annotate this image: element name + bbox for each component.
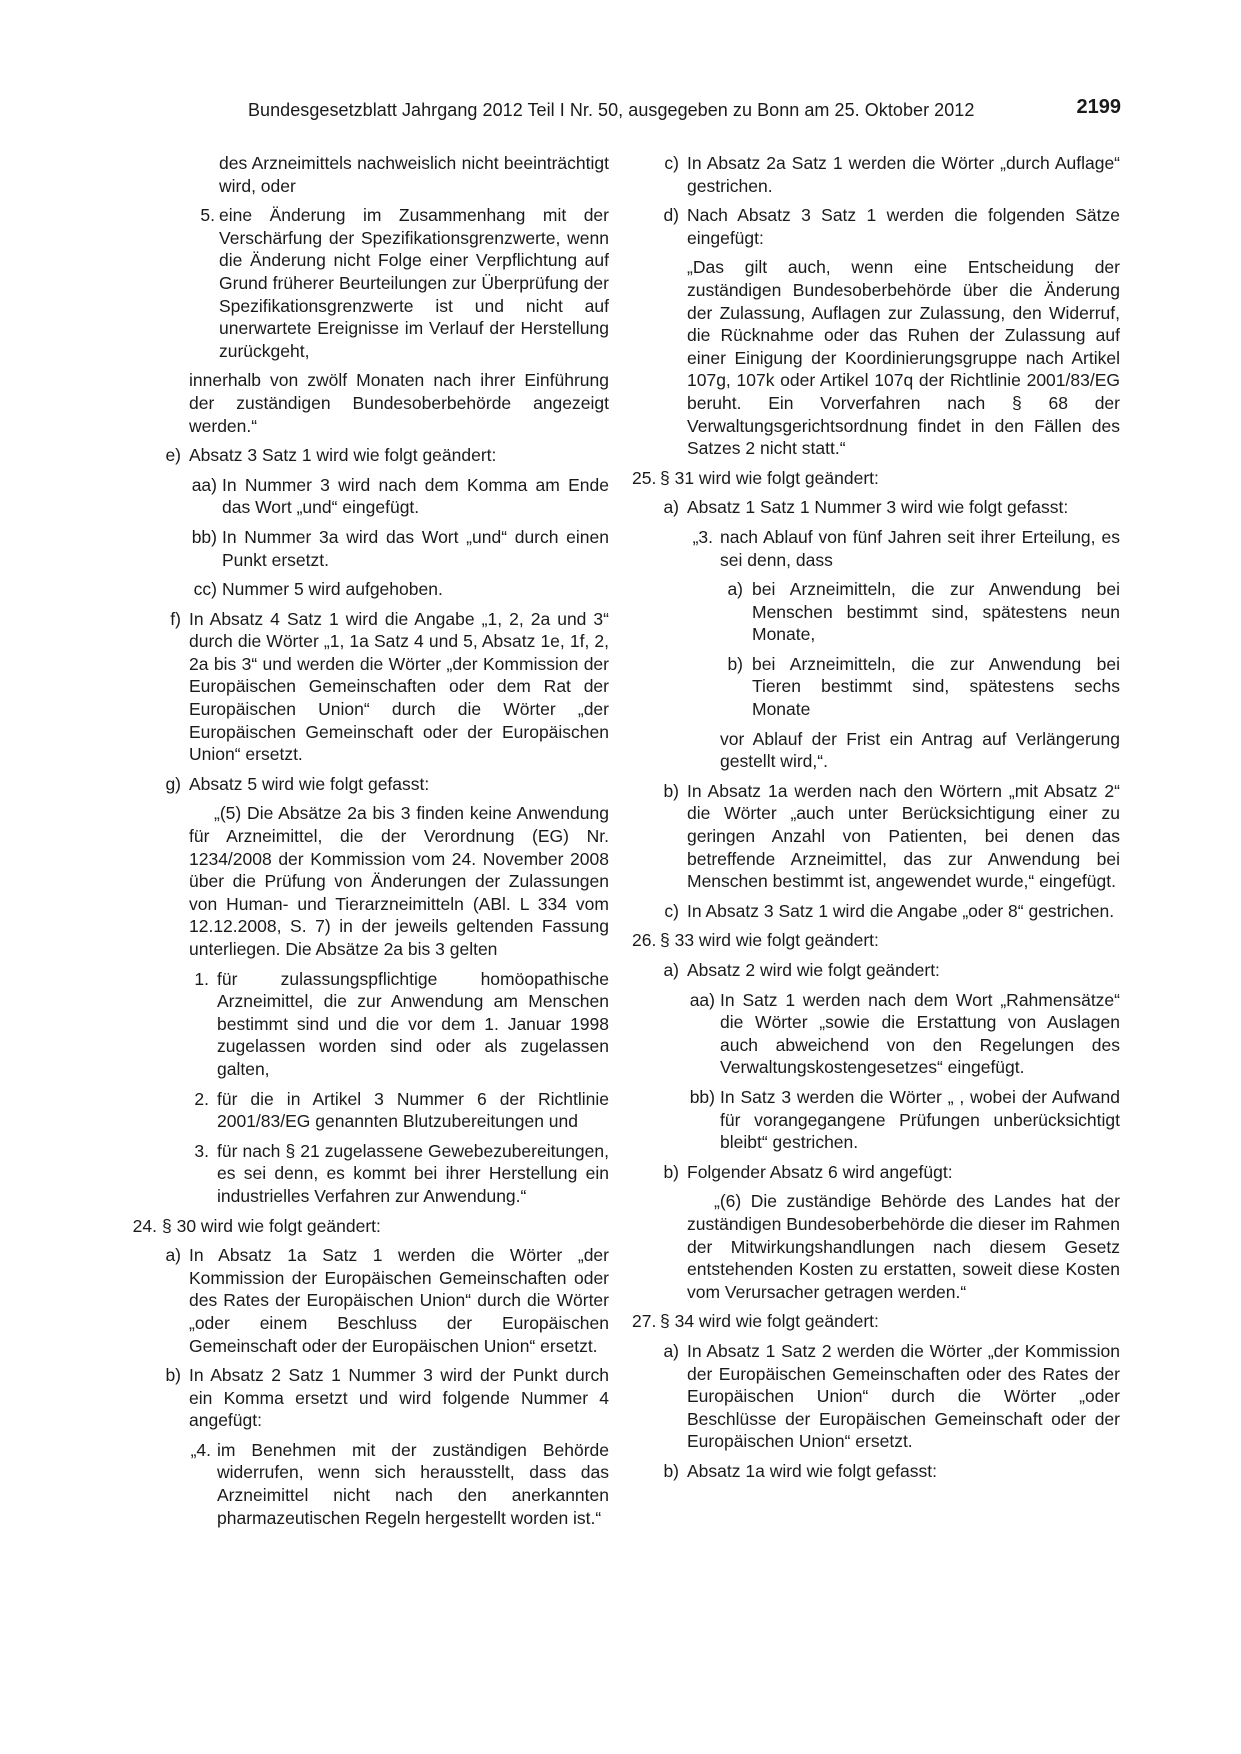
list-item bbox=[129, 608, 609, 766]
item-text: In Absatz 2a Satz 1 werden die Wörter „durch Auflage“ gestrichen. bbox=[687, 153, 1120, 196]
paragraph-text: vor Ablauf der Frist ein Antrag auf Verlängerung gestellt wird,“. bbox=[720, 728, 1120, 772]
list-item bbox=[129, 968, 609, 1081]
list-item bbox=[632, 1086, 1120, 1154]
item-text: In Absatz 4 Satz 1 wird die Angabe „1, 2, 2a und 3“ durch die Wörter „1, 1a Satz 4 und 5, Absatz 1e, 1f, 2, 2a bis 3“ und werden die Wörter „der Kommission der Europäischen Gemeinschaften oder dem Rat der Europäischen Union“ durch die Wörter „der Europäischen Gemeinschaft oder der Europäischen Union“ ersetzt. bbox=[189, 608, 609, 765]
paragraph-text: „Das gilt auch, wenn eine Entscheidung der zuständigen Bundesoberbehörde über die Änderung der Zulassung, Auflagen zur Zulassung, den Widerruf, die Rücknahme oder das Ruhen der Zulassung auf einer Einigung der Koordinierungsgruppe nach Artikel 107g, 107k oder Artikel 107q der Richtlinie 2001/83/EG beruht. Ein Vorverfahren nach § 68 der Verwaltungsgerichtsordnung findet in den Fällen des Satzes 2 nicht statt.“ bbox=[687, 257, 1120, 459]
item-label: a) bbox=[663, 960, 679, 980]
item-text: Absatz 3 Satz 1 wird wie folgt geändert: bbox=[189, 445, 497, 466]
list-item bbox=[129, 1140, 609, 1208]
item-label: c) bbox=[664, 900, 679, 921]
item-text: Nach Absatz 3 Satz 1 werden die folgenden Sätze eingefügt: bbox=[687, 205, 1120, 248]
item-text: bei Arzneimitteln, die zur Anwendung bei Tieren bestimmt sind, spätestens sechs Monate bbox=[752, 653, 1120, 720]
item-label: 26. bbox=[632, 930, 657, 951]
item-text: § 33 wird wie folgt geändert: bbox=[660, 930, 879, 951]
item-text: Absatz 5 wird wie folgt gefasst: bbox=[189, 773, 430, 794]
item-text: im Benehmen mit der zuständigen Behörde widerrufen, wenn sich herausstellt, dass das Arzneimittel nicht nach den anerkannten pharmazeutischen Regeln hergestellt worden ist.“ bbox=[217, 1439, 609, 1528]
item-label: cc) bbox=[193, 579, 217, 600]
item-label: aa) bbox=[191, 474, 217, 495]
item-label: 5. bbox=[200, 205, 215, 226]
item-label: 27. bbox=[632, 1311, 657, 1332]
paragraph bbox=[129, 369, 609, 437]
list-item bbox=[632, 653, 1120, 721]
item-label: „4. bbox=[190, 1439, 211, 1460]
list-item bbox=[129, 444, 609, 467]
quoted-paragraph bbox=[129, 802, 609, 960]
running-title: Bundesgesetzblatt Jahrgang 2012 Teil I Nr. 50, ausgegeben zu Bonn am 25. Oktober 2012 bbox=[248, 100, 975, 120]
list-item bbox=[632, 1460, 1120, 1483]
item-text: In Nummer 3 wird nach dem Komma am Ende das Wort „und“ eingefügt. bbox=[222, 474, 609, 518]
item-label: b) bbox=[663, 1161, 679, 1182]
list-item bbox=[632, 900, 1120, 923]
item-text: In Absatz 1 Satz 2 werden die Wörter „der Kommission der Europäischen Gemeinschaften oder des Rates der Europäischen Union“ durch die Wörter „oder Beschlüsse der Europäischen Gemeinschaft oder der Europäischen Union“ ersetzt. bbox=[687, 1340, 1120, 1452]
list-item bbox=[129, 1439, 609, 1529]
item-text: bei Arzneimitteln, die zur Anwendung bei Menschen bestimmt sind, spätestens neun Monate, bbox=[752, 579, 1120, 645]
list-item bbox=[129, 1088, 609, 1133]
item-label: b) bbox=[663, 1460, 679, 1481]
item-label: 3. bbox=[194, 1140, 209, 1161]
item-label: bb) bbox=[689, 1086, 715, 1107]
paragraph bbox=[632, 728, 1120, 773]
list-item bbox=[632, 204, 1120, 249]
item-text: In Satz 1 werden nach dem Wort „Rahmensätze“ die Wörter „sowie die Erstattung von Auslagen auch abweichend von den Regelungen des Verwaltungskostengesetzes“ eingefügt. bbox=[720, 989, 1120, 1078]
item-label: a) bbox=[663, 497, 679, 518]
page-header bbox=[248, 96, 1121, 125]
item-text: für zulassungspflichtige homöopathische Arzneimittel, die zur Anwendung am Menschen bestimmt sind und die vor dem 1. Januar 1998 zugelassen worden sind oder als zugelassen galten, bbox=[217, 968, 609, 1079]
item-text: für nach § 21 zugelassene Gewebezubereitungen, es sei denn, es kommt bei ihrer Herstellung ein industrielles Verfahren zur Anwendung.“ bbox=[217, 1140, 609, 1206]
paragraph-text: des Arzneimittels nachweislich nicht beeinträchtigt wird, oder bbox=[219, 153, 609, 196]
list-item bbox=[632, 526, 1120, 571]
item-label: 1. bbox=[194, 968, 209, 989]
item-label: „3. bbox=[692, 526, 713, 547]
list-item bbox=[632, 467, 1120, 490]
paragraph-text: „(5) Die Absätze 2a bis 3 finden keine Anwendung für Arzneimittel, die der Verordnung (EG) Nr. 1234/2008 der Kommission vom 24. November 2008 über die Prüfung von Änderungen der Zulassungen von Human- und Tierarzneimitteln (ABl. L 334 vom 12.12.2008, S. 7) in der jeweils geltenden Fassung unterliegen. Die Absätze 2a bis 3 gelten bbox=[189, 803, 609, 959]
list-item bbox=[129, 773, 609, 796]
item-label: aa) bbox=[689, 989, 715, 1010]
list-item bbox=[129, 1364, 609, 1432]
item-text: Absatz 2 wird wie folgt geändert: bbox=[687, 960, 940, 980]
list-item bbox=[632, 1340, 1120, 1453]
list-item bbox=[632, 780, 1120, 893]
item-label: d) bbox=[663, 205, 679, 226]
list-item bbox=[129, 1215, 609, 1238]
item-label: g) bbox=[165, 773, 181, 794]
paragraph-text: innerhalb von zwölf Monaten nach ihrer Einführung der zuständigen Bundesoberbehörde angezeigt werden.“ bbox=[189, 370, 609, 436]
item-text: § 31 wird wie folgt geändert: bbox=[660, 467, 879, 488]
item-text: Nummer 5 wird aufgehoben. bbox=[222, 579, 443, 600]
list-item bbox=[632, 496, 1120, 519]
item-label: b) bbox=[727, 653, 743, 674]
item-text: In Absatz 3 Satz 1 wird die Angabe „oder 8“ gestrichen. bbox=[687, 900, 1115, 921]
list-item bbox=[129, 526, 609, 571]
list-item bbox=[129, 578, 609, 601]
item-text: § 34 wird wie folgt geändert: bbox=[660, 1311, 879, 1332]
list-item bbox=[632, 578, 1120, 646]
item-text: In Absatz 2 Satz 1 Nummer 3 wird der Punkt durch ein Komma ersetzt und wird folgende Nummer 4 angefügt: bbox=[189, 1365, 609, 1431]
quoted-paragraph bbox=[632, 1190, 1120, 1303]
item-text: Absatz 1 Satz 1 Nummer 3 wird wie folgt gefasst: bbox=[687, 497, 1069, 518]
left-column bbox=[129, 152, 609, 1529]
paragraph-text: „(6) Die zuständige Behörde des Landes hat der zuständigen Bundesoberbehörde die dieser im Rahmen der Mitwirkungshandlungen nach diesem Gesetz entstehenden Kosten zu erstatten, soweit diese Kosten vom Verursacher getragen werden.“ bbox=[687, 1191, 1120, 1302]
list-item bbox=[129, 204, 609, 362]
item-label: b) bbox=[663, 780, 679, 801]
item-text: In Satz 3 werden die Wörter „ , wobei der Aufwand für vorangegangene Prüfungen unberücksichtigt bleibt“ gestrichen. bbox=[720, 1086, 1120, 1153]
item-text: In Absatz 1a Satz 1 werden die Wörter „der Kommission der Europäischen Gemeinschaften oder des Rates der Europäischen Union“ durch die Wörter „oder einem Beschluss der Europäischen Gemeinschaft oder der Europäischen Union“ ersetzt. bbox=[189, 1245, 609, 1356]
list-item bbox=[632, 989, 1120, 1079]
list-item bbox=[129, 1244, 609, 1357]
item-text: Folgender Absatz 6 wird angefügt: bbox=[687, 1161, 953, 1182]
list-item bbox=[129, 474, 609, 519]
item-text: nach Ablauf von fünf Jahren seit ihrer Erteilung, es sei denn, dass bbox=[720, 526, 1120, 570]
list-item bbox=[632, 959, 1120, 982]
item-label: 2. bbox=[194, 1088, 209, 1109]
right-column bbox=[632, 152, 1120, 1482]
quoted-paragraph bbox=[632, 256, 1120, 459]
item-text: Absatz 1a wird wie folgt gefasst: bbox=[687, 1460, 937, 1481]
item-text: § 30 wird wie folgt geändert: bbox=[162, 1215, 381, 1236]
item-label: e) bbox=[165, 445, 181, 466]
paragraph bbox=[129, 152, 609, 197]
page-number: 2199 bbox=[1076, 96, 1121, 118]
list-item bbox=[632, 152, 1120, 197]
item-label: a) bbox=[165, 1245, 181, 1266]
item-label: b) bbox=[165, 1365, 181, 1386]
item-text: In Nummer 3a wird das Wort „und“ durch einen Punkt ersetzt. bbox=[222, 526, 609, 570]
item-label: a) bbox=[727, 579, 743, 600]
item-label: c) bbox=[664, 153, 679, 173]
list-item bbox=[632, 1161, 1120, 1184]
item-label: a) bbox=[663, 1340, 679, 1361]
list-item bbox=[632, 1310, 1120, 1333]
item-label: f) bbox=[170, 608, 181, 629]
item-text: In Absatz 1a werden nach den Wörtern „mit Absatz 2“ die Wörter „auch unter Berücksichtigung einer zu geringen Anzahl von Patienten, bei denen das betreffende Arzneimittel, das zur Anwendung bei Menschen bestimmt ist, angewendet wurde,“ eingefügt. bbox=[687, 780, 1120, 892]
item-label: 25. bbox=[632, 467, 657, 488]
item-label: bb) bbox=[191, 526, 217, 547]
item-text: eine Änderung im Zusammenhang mit der Verschärfung der Spezifikationsgrenzwerte, wenn die Änderung nicht Folge einer Verpflichtung auf Grund früherer Beurteilungen zur Überprüfung der Spezifikationsgrenzwerte ist und nicht auf unerwartete Ereignisse im Verlauf der Herstellung zurückgeht, bbox=[219, 205, 609, 361]
item-label: 24. bbox=[132, 1215, 157, 1236]
list-item bbox=[632, 929, 1120, 952]
item-text: für die in Artikel 3 Nummer 6 der Richtlinie 2001/83/EG genannten Blutzubereitungen und bbox=[217, 1088, 609, 1132]
